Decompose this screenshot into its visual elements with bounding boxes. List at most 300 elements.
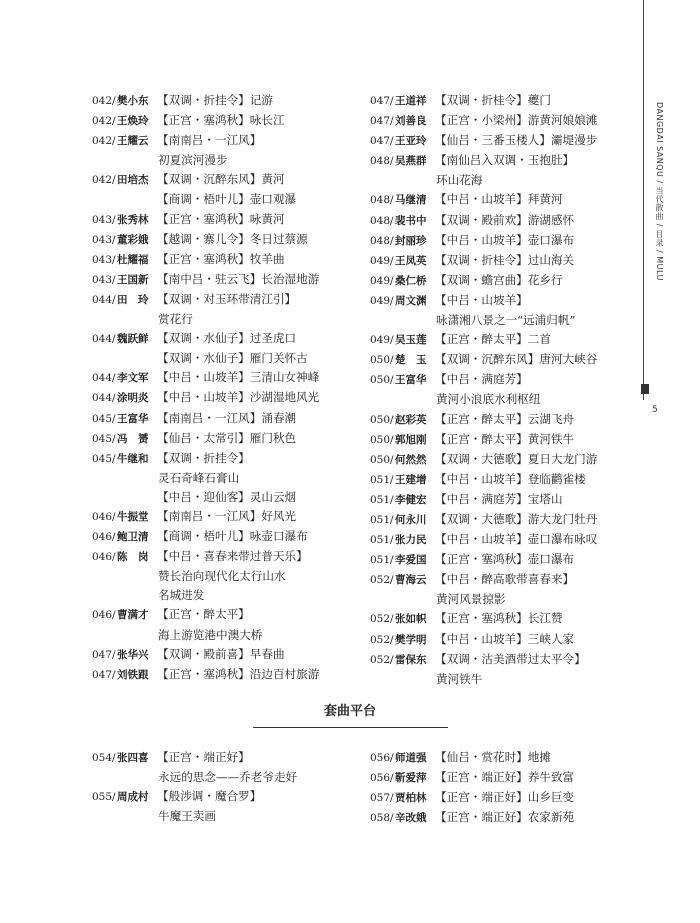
author-name: 桑仁桥	[395, 274, 427, 287]
tune-name: 【南仙吕入双调・玉抱肚】	[435, 153, 575, 168]
toc-entry	[370, 91, 597, 111]
toc-entry-line	[92, 250, 319, 270]
tune-name: 【中吕・山坡羊】	[435, 471, 528, 486]
tune-name: 【中吕・山坡羊】	[435, 232, 528, 247]
author-name: 刘善良	[395, 115, 427, 128]
toc-entry-line	[92, 527, 319, 547]
page-ref: 042/	[92, 115, 116, 128]
page-ref: 043/	[92, 253, 116, 266]
poem-title: 壶口瀑布	[527, 232, 575, 247]
toc-entry-line	[92, 210, 319, 230]
toc-entry	[370, 510, 597, 530]
poem-title: 登临鹳雀楼	[527, 471, 586, 486]
poem-title-continuation: 黄河小浪底水利枢纽	[436, 392, 541, 407]
author-name: 何然然	[395, 453, 427, 466]
page-ref: 055/	[92, 791, 116, 804]
toc-entry	[370, 609, 597, 629]
author-name: 郭旭刚	[395, 433, 427, 446]
toc-entry-line	[92, 230, 319, 250]
toc-entry-line	[370, 211, 597, 231]
page-ref: 047/	[92, 648, 116, 661]
tune-name: 【双调・折挂令】	[157, 93, 250, 107]
author-name: 吴燕群	[395, 155, 427, 168]
toc-entry	[370, 271, 597, 291]
author-name: 王耀云	[117, 135, 149, 148]
tune-name: 【正宫・塞鸿秋】	[157, 211, 250, 226]
poem-title: 咏黄河	[249, 211, 285, 226]
toc-entry-line	[92, 748, 297, 768]
toc-entry-line	[370, 350, 597, 370]
author-name: 樊学明	[395, 633, 427, 646]
author-name: 牛振堂	[117, 510, 149, 523]
page-ref: 048/	[370, 234, 394, 247]
author-name: 李爱国	[395, 554, 427, 567]
toc-entry	[370, 470, 597, 490]
toc-entry	[92, 349, 319, 368]
page-ref: 051/	[370, 554, 394, 567]
toc-entry-line	[370, 291, 597, 311]
page-ref: 042/	[92, 95, 116, 107]
toc-entry	[370, 330, 597, 350]
author-name: 雷保东	[395, 653, 427, 666]
tune-name: 【双调・殿前喜】	[157, 646, 250, 661]
page-ref: 047/	[370, 135, 394, 148]
page-ref: 056/	[370, 752, 394, 764]
tune-name: 【正宫・塞鸿秋】	[157, 113, 250, 128]
toc-entry-line	[370, 570, 597, 590]
author-name: 樊小东	[117, 95, 149, 107]
toc-entry	[92, 547, 319, 605]
toc-entry	[370, 450, 597, 470]
toc-entry	[370, 291, 597, 330]
toc-entry-line	[92, 270, 319, 290]
toc-entry	[370, 630, 597, 650]
toc-entry	[92, 111, 319, 131]
toc-entry-line	[92, 388, 319, 408]
toc-entry	[92, 527, 319, 547]
poem-title: 云湖飞舟	[527, 411, 575, 426]
poem-title: 灞堤漫步	[550, 133, 598, 148]
page-ref: 048/	[370, 194, 394, 207]
toc-entry-line	[92, 507, 319, 527]
toc-right-column	[370, 91, 597, 689]
author-name: 裴书中	[395, 214, 427, 227]
tune-name: 【中吕・山坡羊】	[435, 532, 528, 547]
toc-entry	[92, 329, 319, 349]
poem-title: 养牛致富	[527, 770, 575, 785]
toc-entry-line	[370, 190, 597, 210]
poem-title: 灵山云烟	[249, 489, 297, 504]
page-ref: 057/	[370, 792, 394, 805]
author-name: 封丽珍	[395, 234, 427, 247]
page-ref: 046/	[92, 510, 116, 523]
toc-entry-line	[92, 368, 319, 388]
author-name: 张秀林	[117, 213, 149, 226]
poem-title: 壶口瀑布咏叹	[527, 532, 598, 547]
page-ref: 052/	[370, 613, 394, 626]
toc-entry	[370, 788, 574, 808]
poem-title-continuation: 海上游览港中澳大桥	[158, 627, 263, 642]
poem-title-continuation: 黄河风景掠影	[436, 592, 506, 607]
author-name: 田 玲	[117, 293, 149, 306]
toc-entry-line	[92, 665, 319, 685]
page-ref: 045/	[92, 432, 116, 445]
page-ref: 051/	[370, 534, 394, 547]
toc-left-column	[92, 91, 319, 685]
toc-entry	[370, 570, 597, 609]
tune-name: 【越调・寨儿令】	[157, 231, 250, 246]
poem-title: 山乡巨变	[527, 790, 575, 805]
poem-title: 沿边百村旅游	[249, 666, 320, 681]
toc-entry	[370, 190, 597, 210]
sidebar-marker	[641, 384, 649, 394]
toc-entry-line	[370, 550, 597, 570]
page-ref: 050/	[370, 413, 394, 426]
poem-title-continuation: 环山花海	[436, 173, 483, 188]
author-name: 吴玉莲	[395, 334, 427, 347]
toc-entry	[370, 550, 597, 570]
tune-name: 【双调・折桂令】	[435, 93, 528, 107]
toc-entry-line	[370, 650, 597, 670]
toc-entry-line	[92, 787, 297, 807]
tune-name: 【双调・对玉环带清江引】	[157, 291, 297, 306]
poem-title-continuation: 赏花行	[158, 312, 193, 327]
author-name: 王焕玲	[117, 115, 149, 128]
author-name: 贾柏林	[395, 792, 427, 805]
poem-title: 拜黄河	[527, 192, 563, 207]
tune-name: 【正宫・端正好】	[435, 810, 528, 825]
page-ref: 052/	[370, 574, 394, 587]
page-ref: 047/	[370, 95, 394, 107]
toc-entry-line	[370, 430, 597, 450]
author-name: 赵彩英	[395, 413, 427, 426]
page-ref: 043/	[92, 273, 116, 286]
page-ref: 050/	[370, 453, 394, 466]
toc-entry-line	[92, 111, 319, 131]
toc-entry-line	[370, 470, 597, 490]
tune-name: 【仙吕・太常引】	[157, 430, 250, 445]
toc-entry-line	[92, 170, 319, 190]
page-ref: 048/	[370, 214, 394, 227]
toc-entry	[92, 748, 297, 787]
page-ref: 044/	[92, 372, 116, 385]
tune-name: 【正宫・端正好】	[435, 790, 528, 805]
poem-title: 黄河铁牛	[527, 431, 575, 446]
poem-title: 雁门秋色	[249, 430, 297, 445]
toc-entry-line	[92, 429, 319, 449]
author-name: 魏跃鲜	[117, 333, 149, 346]
poem-title: 沙湖湿地风光	[249, 390, 320, 405]
tune-name: 【正宫・端正好】	[157, 750, 250, 764]
page-ref: 042/	[92, 174, 116, 187]
toc-entry-line	[92, 91, 319, 111]
tune-name: 【双调・沉醉东风】	[157, 172, 262, 187]
tune-name: 【正宫・端正好】	[435, 770, 528, 785]
toc-entry	[370, 748, 574, 768]
poem-title: 三峡人家	[527, 631, 575, 646]
tune-name: 【中吕・山坡羊】	[435, 292, 528, 307]
toc-entry-line	[370, 151, 597, 171]
poem-title: 游湖感怀	[527, 212, 575, 227]
page-ref: 049/	[370, 274, 394, 287]
author-name: 张如帜	[395, 613, 427, 626]
page-ref: 042/	[92, 135, 116, 148]
toc-entry	[370, 151, 597, 190]
poem-title-continuation: 咏潇湘八景之一“远浦归帆”	[436, 313, 576, 328]
section-rule	[253, 727, 448, 728]
author-name: 王国新	[117, 273, 149, 286]
toc-entry	[92, 210, 319, 230]
tune-name: 【双调・折挂令】	[157, 450, 250, 465]
toc-entry	[370, 808, 574, 828]
toc-entry-line	[92, 329, 319, 349]
toc-entry-line	[370, 609, 597, 629]
poem-title: 三清山女神峰	[249, 370, 320, 385]
poem-title: 二首	[527, 332, 551, 347]
tune-name: 【双调・蟾宫曲】	[435, 272, 528, 287]
tune-name: 【中吕・山坡羊】	[435, 192, 528, 207]
poem-title: 过圣虎口	[249, 331, 297, 346]
author-name: 董彩娥	[117, 233, 149, 246]
section-right-column	[370, 748, 574, 828]
toc-entry	[370, 111, 597, 131]
page-ref: 049/	[370, 254, 394, 267]
toc-entry	[92, 388, 319, 408]
toc-entry-line	[92, 349, 319, 368]
page-ref: 044/	[92, 392, 116, 405]
poem-title: 咏壶口瀑布	[249, 529, 308, 544]
toc-entry	[370, 251, 597, 271]
author-name: 辛改娥	[395, 812, 427, 825]
toc-entry	[370, 430, 597, 450]
tune-name: 【中吕・山坡羊】	[157, 370, 250, 385]
poem-title: 唐河大峡谷	[539, 352, 598, 367]
poem-title: 游黄河娘娘滩	[527, 113, 598, 128]
author-name: 牛继和	[117, 452, 149, 465]
tune-name: 【正宫・塞鸿秋】	[435, 611, 528, 626]
author-name: 张四喜	[117, 752, 149, 764]
poem-title: 夏日大龙门游	[527, 451, 598, 466]
poem-title: 牧羊曲	[249, 251, 285, 266]
toc-entry-line	[370, 768, 574, 788]
toc-entry-line	[370, 111, 597, 131]
author-name: 楚 玉	[395, 354, 427, 367]
page-ref: 047/	[92, 668, 116, 681]
toc-entry	[370, 350, 597, 370]
poem-title: 冬日过蔡源	[249, 231, 308, 246]
toc-entry-line	[370, 91, 597, 111]
author-name: 靳爱萍	[395, 772, 427, 785]
toc-entry-line	[92, 409, 319, 429]
author-name: 周成村	[117, 791, 149, 804]
poem-title: 记游	[249, 93, 273, 107]
page-ref: 045/	[92, 412, 116, 425]
toc-entry	[92, 787, 297, 826]
page-ref: 046/	[92, 609, 116, 622]
toc-entry	[92, 230, 319, 250]
page-ref: 044/	[92, 293, 116, 306]
author-name: 杜耀福	[117, 253, 149, 266]
toc-entry-line	[92, 488, 319, 507]
page-ref: 051/	[370, 513, 394, 526]
tune-name: 【南南吕・一江风】	[157, 508, 262, 523]
poem-title: 宝塔山	[527, 491, 563, 506]
toc-entry	[370, 490, 597, 510]
tune-name: 【正宫・塞鸿秋】	[157, 666, 250, 681]
toc-entry	[370, 768, 574, 788]
page-ref: 046/	[92, 551, 116, 564]
tune-name: 【南南吕・一江风】	[157, 133, 262, 148]
toc-entry-line	[92, 449, 319, 469]
toc-entry	[92, 488, 319, 507]
author-name: 张华兴	[117, 648, 149, 661]
tune-name: 【正宫・醉太平】	[435, 411, 528, 426]
tune-name: 【中吕・喜春来带过普天乐】	[157, 549, 308, 564]
poem-title: 游大龙门牡丹	[527, 511, 598, 526]
tune-name: 【正宫・塞鸿秋】	[157, 251, 250, 266]
author-name: 王富华	[117, 412, 149, 425]
page-ref: 054/	[92, 752, 116, 764]
poem-title: 雁门关怀古	[249, 351, 308, 366]
page-ref: 046/	[92, 531, 116, 544]
poem-title: 早春曲	[249, 646, 285, 661]
toc-entry	[370, 370, 597, 409]
tune-name: 【南南吕・一江风】	[157, 410, 262, 425]
section-left-column	[92, 748, 297, 826]
toc-entry-line	[370, 510, 597, 530]
toc-entry	[92, 368, 319, 388]
poem-title: 好风光	[261, 508, 297, 523]
page-ref: 050/	[370, 374, 394, 387]
tune-name: 【中吕・迎仙客】	[157, 489, 250, 504]
tune-name: 【仙吕・三番玉楼人】	[435, 133, 551, 148]
section-title: 套曲平台	[323, 704, 376, 719]
tune-name: 【双调・沽美酒带过太平令】	[435, 651, 586, 666]
page-ref: 049/	[370, 334, 394, 347]
tune-name: 【正宫・醉太平】	[435, 332, 528, 347]
author-name: 涂明炎	[117, 392, 149, 405]
toc-entry	[370, 650, 597, 689]
page-ref: 052/	[370, 633, 394, 646]
author-name: 曹满才	[117, 609, 149, 622]
author-name: 王凤英	[395, 254, 427, 267]
author-name: 马继清	[395, 194, 427, 207]
toc-entry-line	[370, 490, 597, 510]
page-number: 5	[652, 405, 658, 415]
toc-entry	[92, 507, 319, 527]
toc-entry	[92, 91, 319, 111]
page-ref: 048/	[370, 155, 394, 168]
toc-entry-line	[92, 190, 319, 209]
author-name: 李文军	[117, 372, 149, 385]
tune-name: 【正宫・醉太平】	[435, 431, 528, 446]
toc-entry-line	[92, 131, 319, 151]
tune-name: 【正宫・醉太平】	[157, 607, 250, 622]
toc-entry	[92, 250, 319, 270]
toc-entry-line	[370, 370, 597, 390]
poem-title-continuation: 永远的思念——乔老爷走好	[158, 770, 298, 785]
toc-entry	[92, 270, 319, 290]
page-ref: 058/	[370, 812, 394, 825]
page-ref: 052/	[370, 653, 394, 666]
toc-entry	[92, 290, 319, 329]
tune-name: 【南中吕・驻云飞】	[157, 271, 262, 286]
page-ref: 051/	[370, 493, 394, 506]
page-ref: 050/	[370, 354, 394, 367]
author-name: 田培杰	[117, 174, 149, 187]
toc-entry	[370, 410, 597, 430]
author-name: 冯 赟	[117, 432, 149, 445]
toc-entry-line	[92, 290, 319, 310]
toc-entry-line	[370, 410, 597, 430]
toc-entry-line	[370, 630, 597, 650]
poem-title: 涌春潮	[261, 410, 297, 425]
page-ref: 047/	[370, 115, 394, 128]
tune-name: 【双调・大德歌】	[435, 511, 528, 526]
poem-title: 过山海关	[527, 252, 575, 267]
author-name: 何永川	[395, 513, 427, 526]
toc-entry-line	[370, 271, 597, 291]
sidebar-running-title: DANGDAI SANQU / 当代散曲 / 目录 / MULU	[655, 102, 664, 281]
poem-title-continuation: 初夏滨河漫步	[158, 153, 228, 168]
toc-entry	[92, 409, 319, 429]
tune-name: 【双调・水仙子】	[157, 351, 250, 366]
poem-title-continuation: 赞长治向现代化太行山水	[158, 569, 286, 584]
tune-name: 【中吕・山坡羊】	[435, 631, 528, 646]
tune-name: 【正宫・塞鸿秋】	[435, 552, 528, 567]
toc-entry	[370, 131, 597, 151]
poem-title: 花乡行	[527, 272, 563, 287]
page-ref: 056/	[370, 772, 394, 785]
author-name: 王亚玲	[395, 135, 427, 148]
tune-name: 【双调・折桂令】	[435, 252, 528, 267]
poem-title: 夔门	[527, 93, 551, 107]
poem-title-continuation: 黄河铁牛	[436, 671, 483, 686]
toc-entry	[92, 429, 319, 449]
sidebar-rule	[643, 0, 644, 400]
page-ref: 045/	[92, 452, 116, 465]
toc-entry	[370, 211, 597, 231]
poem-title-continuation: 灵石奇峰石膏山	[158, 470, 240, 485]
page-ref: 049/	[370, 294, 394, 307]
author-name: 张力民	[395, 534, 427, 547]
toc-entry	[92, 449, 319, 488]
tune-name: 【般涉调・魔合罗】	[157, 789, 262, 804]
page-ref: 051/	[370, 473, 394, 486]
page-ref: 043/	[92, 233, 116, 246]
tune-name: 【仙吕・赏花时】	[435, 750, 528, 764]
poem-title: 地摊	[527, 750, 551, 764]
author-name: 师道强	[395, 752, 427, 764]
toc-entry	[92, 190, 319, 209]
poem-title: 壶口瀑布	[527, 552, 575, 567]
toc-entry	[92, 645, 319, 665]
page-ref: 043/	[92, 213, 116, 226]
author-name: 王富华	[395, 374, 427, 387]
toc-entry	[92, 131, 319, 170]
author-name: 曹海云	[395, 574, 427, 587]
poem-title: 黄河	[261, 172, 285, 187]
toc-entry-line	[370, 330, 597, 350]
toc-entry-line	[370, 748, 574, 768]
tune-name: 【正宫・小梁州】	[435, 113, 528, 128]
toc-entry-line	[370, 450, 597, 470]
tune-name: 【中吕・醉高歌带喜春来】	[435, 572, 575, 587]
toc-entry-line	[370, 530, 597, 550]
toc-entry-line	[370, 231, 597, 251]
toc-entry	[92, 665, 319, 685]
poem-title-continuation: 牛魔王卖画	[158, 809, 216, 824]
